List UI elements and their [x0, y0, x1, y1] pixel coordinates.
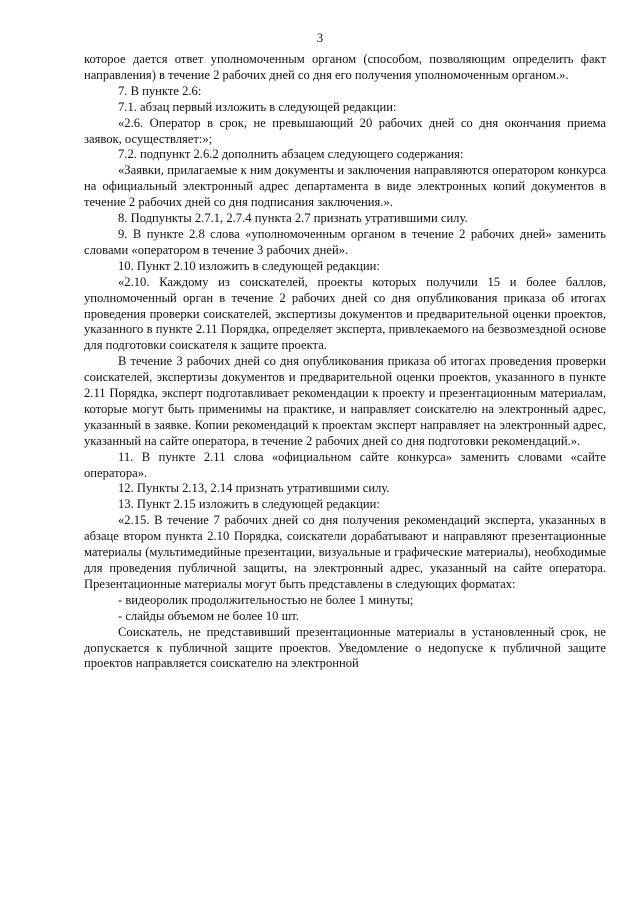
paragraph: 7. В пункте 2.6: — [118, 83, 202, 98]
paragraph: 7.1. абзац первый изложить в следующей редакции: — [118, 99, 397, 114]
paragraph: 11. В пункте 2.11 слова «официальном сайте конкурса» заменить словами «сайте оператора». — [84, 449, 606, 480]
paragraph: 10. Пункт 2.10 изложить в следующей редакции: — [118, 258, 380, 273]
paragraph: В течение 3 рабочих дней со дня опубликования приказа об итогах проведения проверки соискателей, экспертизы документов и предварительной оценки проектов, указанного в пункте 2.11 Порядка, эксперт подготавливает рекомендации к проекту и презентационным материалам, которые могут быть применимы на практике, и направляет соискателю на электронный адрес, указанный в заявке. Копии рекомендаций к проектам эксперт направляет на электронный адрес, указанный на сайте оператора, в течение 2 рабочих дней со дня подготовки рекомендаций.». — [84, 354, 606, 448]
page-number: 3 — [316, 31, 324, 45]
paragraph: 7.2. подпункт 2.6.2 дополнить абзацем следующего содержания: — [118, 147, 464, 162]
paragraph: 8. Подпункты 2.7.1, 2.7.4 пункта 2.7 признать утратившими силу. — [118, 211, 468, 226]
paragraph: 13. Пункт 2.15 изложить в следующей редакции: — [118, 497, 380, 512]
paragraph: «2.6. Оператор в срок, не превышающий 20 рабочих дней со дня окончания приема заявок, осуществляет:»; — [84, 115, 606, 146]
paragraph: «2.10. Каждому из соискателей, проекты которых получили 15 и более баллов, уполномоченный орган в течение 2 рабочих дней со дня опубликования приказа об итогах проведения проверки соискателей, экспертизы документов и предварительной оценки проектов, указанного в пункте 2.11 Порядка, определяет эксперта, привлекаемого на безвозмездной основе для подготовки соискателя к защите проекта. — [84, 274, 606, 353]
paragraph: 9. В пункте 2.8 слова «уполномоченным органом в течение 2 рабочих дней» заменить словами «оператором в течение 3 рабочих дней». — [84, 226, 606, 257]
document-body — [84, 52, 606, 672]
paragraph: «2.15. В течение 7 рабочих дней со дня получения рекомендаций эксперта, указанных в абзаце втором пункта 2.10 Порядка, соискатели дорабатывают и направляют презентационные материалы (мультимедийные презентации, визуальные и графические материалы), необходимые для проведения публичной защиты, на электронный адрес, указанный на сайте оператора. Презентационные материалы могут быть представлены в следующих форматах: — [84, 513, 606, 591]
list-item: - слайды объемом не более 10 шт. — [118, 608, 299, 623]
paragraph: Соискатель, не представивший презентационные материалы в установленный срок, не допускается к публичной защите проектов. Уведомление о недопуске к публичной защите проектов направляется соискателю на электронной — [84, 624, 606, 671]
list-item: - видеоролик продолжительностью не более 1 минуты; — [118, 592, 414, 607]
paragraph: которое дается ответ уполномоченным органом (способом, позволяющим определить факт направления) в течение 2 рабочих дней со дня его получения уполномоченным органом.». — [84, 52, 606, 82]
paragraph: 12. Пункты 2.13, 2.14 признать утратившими силу. — [118, 481, 390, 496]
paragraph: «Заявки, прилагаемые к ним документы и заключения направляются оператором конкурса на официальный электронный адрес департамента в виде электронных копий документов в течение 2 рабочих дней со дня подписания заключения.». — [84, 163, 606, 210]
